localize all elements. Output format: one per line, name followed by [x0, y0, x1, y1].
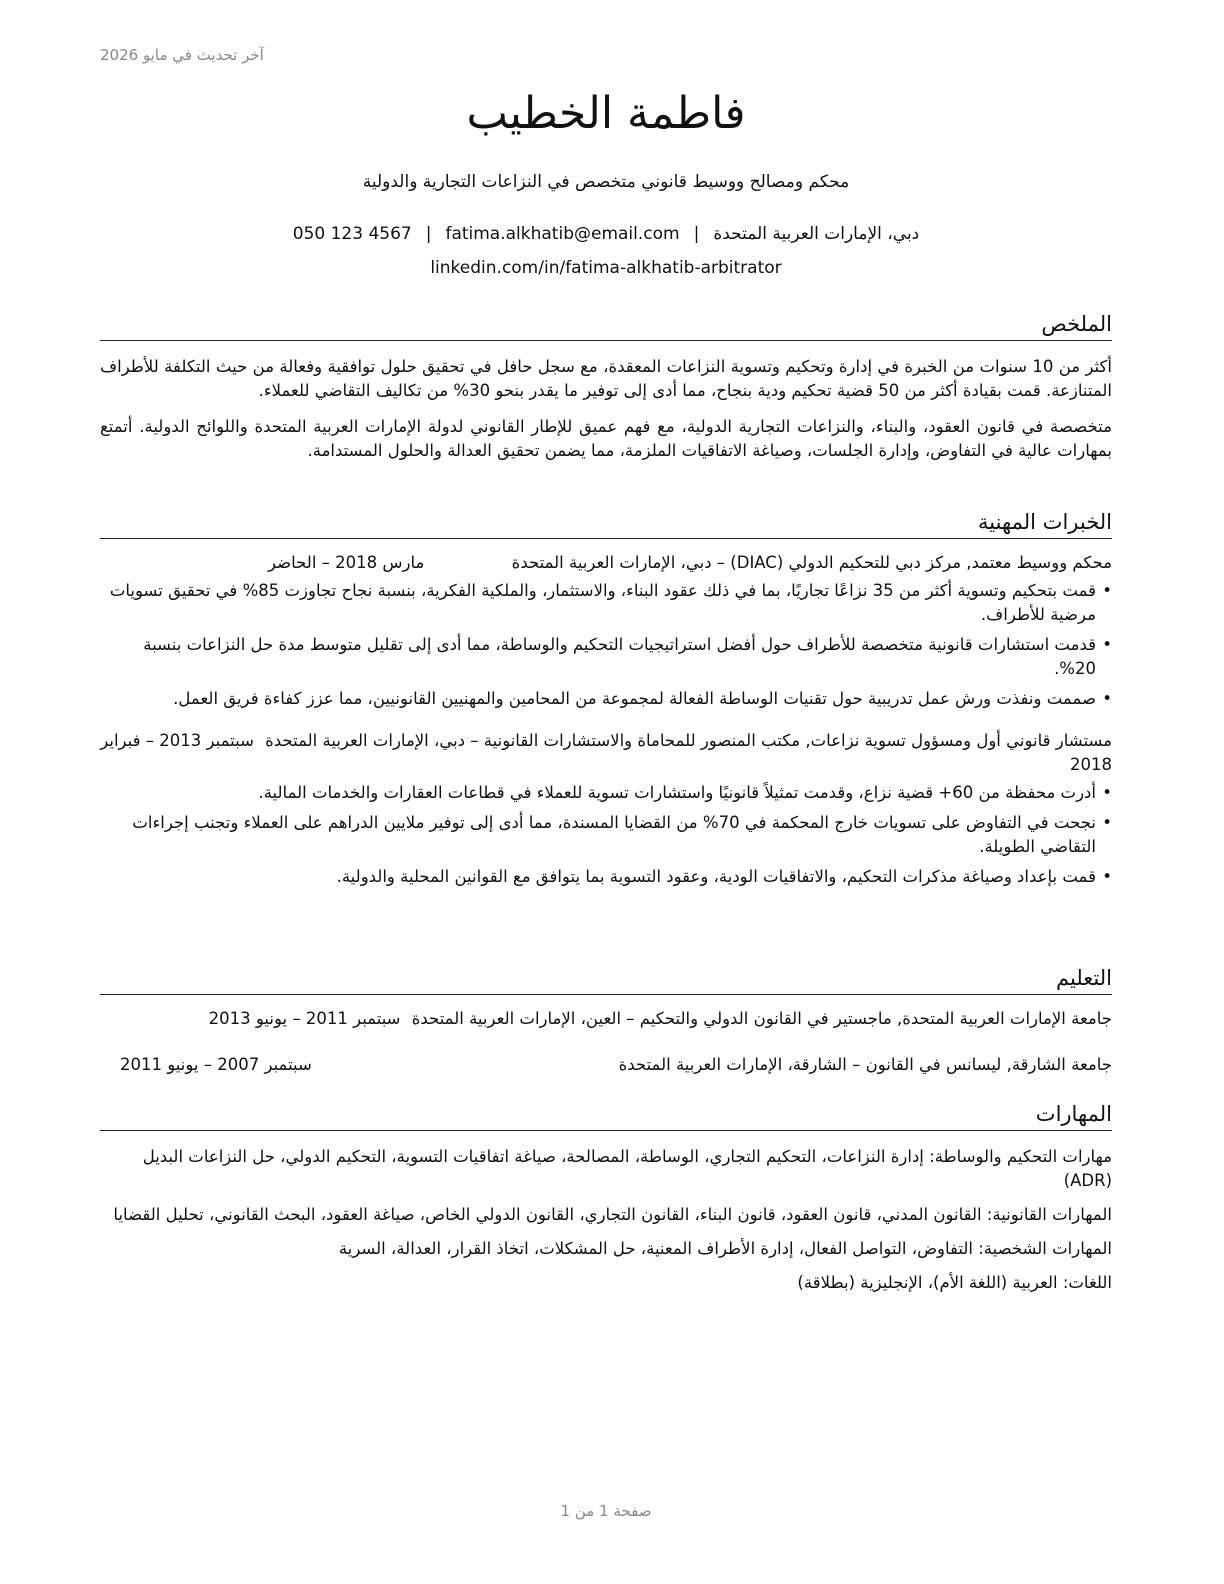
candidate-headline: محكم ومصالح ووسيط قانوني متخصص في النزاعات التجارية والدولية [362, 172, 850, 192]
job-bullets [100, 781, 1112, 889]
job-heading [100, 729, 1112, 777]
skill-line: اللغات: العربية (اللغة الأم)، الإنجليزية (بطلاقة) [797, 1273, 1112, 1292]
candidate-name: فاطمة الخطيب [466, 88, 746, 139]
summary-paragraph: أكثر من 10 سنوات من الخبرة في إدارة وتحكيم وتسوية النزاعات المعقدة، مع سجل حافل في تحقيق حلول توافقية وفعالة من حيث التكلفة للأطراف المتنازعة. قمت بقيادة أكثر من 50 قضية تحكيم ودية بنجاح، مما أدى إلى توفير ما يقدر بنحو 30% من تكاليف التقاضي للعملاء. [100, 357, 1112, 400]
skill-line: المهارات القانونية: القانون المدني، قانون العقود، قانون البناء، القانون التجاري، القانون الدولي الخاص، صياغة العقود، البحث القانوني، تحليل القضايا [113, 1205, 1112, 1224]
separator: | [693, 224, 700, 244]
job-heading [100, 551, 1112, 575]
email[interactable]: fatima.alkhatib@email.com [445, 224, 680, 244]
skill-line: المهارات الشخصية: التفاوض، التواصل الفعال، إدارة الأطراف المعنية، حل المشكلات، اتخاذ القرار، العدالة، السرية [338, 1239, 1112, 1258]
job-title: محكم ووسيط معتمد, مركز دبي للتحكيم الدولي (DIAC) – دبي، الإمارات العربية المتحدة [511, 553, 1112, 572]
education-item [100, 1007, 1112, 1031]
education-item [100, 1053, 1112, 1077]
education-section [100, 964, 1112, 1077]
degree: جامعة الشارقة, ليسانس في القانون – الشارقة، الإمارات العربية المتحدة [618, 1055, 1112, 1074]
list-item: • صممت ونفذت ورش عمل تدريبية حول تقنيات الوساطة الفعالة لمجموعة من المحامين والمهنيين القانونيين، مما عزز كفاءة فريق العمل. [100, 687, 1112, 711]
list-item: • قمت بإعداد وصياغة مذكرات التحكيم، والاتفاقيات الودية، وعقود التسوية بما يتوافق مع القوانين المحلية والدولية. [100, 865, 1112, 889]
list-item: • قمت بتحكيم وتسوية أكثر من 35 نزاعًا تجاريًا، بما في ذلك عقود البناء، والاستثمار، والملكية الفكرية، بنسبة نجاح تجاوزت 85% في تحقيق تسويات مرضية للأطراف. [100, 579, 1112, 627]
phone: 050 123 4567 [292, 224, 412, 244]
list-item: • قدمت استشارات قانونية متخصصة للأطراف حول أفضل استراتيجيات التحكيم والوساطة، مما أدى إلى تقليل متوسط مدة حل النزاعات بنسبة 20%. [100, 633, 1112, 681]
linkedin-link[interactable]: linkedin.com/in/fatima-alkhatib-arbitrator [430, 258, 782, 278]
section-title: الخبرات المهنية [100, 508, 1112, 539]
contact-line [100, 224, 1112, 244]
summary-section [100, 310, 1112, 463]
experience-section [100, 508, 1112, 895]
job-title: مستشار قانوني أول ومسؤول تسوية نزاعات, مكتب المنصور للمحاماة والاستشارات القانونية – دبي، الإمارات العربية المتحدة [265, 731, 1112, 750]
separator: | [425, 224, 432, 244]
education-dates: سبتمبر 2007 – يونيو 2011 [120, 1055, 312, 1074]
job-entry [100, 551, 1112, 711]
location: دبي، الإمارات العربية المتحدة [713, 224, 920, 244]
list-item: • أدرت محفظة من 60+ قضية نزاع، وقدمت تمثيلاً قانونيًا واستشارات تسوية للعملاء في قطاعات العقارات والخدمات المالية. [100, 781, 1112, 805]
summary-paragraph: متخصصة في قانون العقود، والبناء، والنزاعات التجارية الدولية، مع فهم عميق للإطار القانوني لدولة الإمارات العربية المتحدة واللوائح الدولية. أتمتع بمهارات عالية في التفاوض، وإدارة الجلسات، وصياغة الاتفاقيات الملزمة، مما يضمن تحقيق العدالة والحلول المستدامة. [100, 417, 1112, 460]
skill-line: مهارات التحكيم والوساطة: إدارة النزاعات، التحكيم التجاري، الوساطة، المصالحة، صياغة اتفاقيات التسوية، التحكيم الدولي، حل النزاعات البديل (ADR) [142, 1147, 1112, 1190]
degree: جامعة الإمارات العربية المتحدة, ماجستير في القانون الدولي والتحكيم – العين، الإمارات العربية المتحدة [411, 1009, 1112, 1028]
resume-page [100, 0, 1112, 1584]
education-dates: سبتمبر 2011 – يونيو 2013 [208, 1009, 401, 1028]
job-dates: سبتمبر 2013 – فبراير 2018 [100, 731, 1112, 774]
section-title: المهارات [100, 1100, 1112, 1131]
job-entry [100, 729, 1112, 889]
section-title: الملخص [100, 310, 1112, 341]
list-item: • نجحت في التفاوض على تسويات خارج المحكمة في 70% من القضايا المسندة، مما أدى إلى توفير ملايين الدراهم على العملاء وتجنب إجراءات التقاضي الطويلة. [100, 811, 1112, 859]
page-number: صفحة 1 من 1 [560, 1502, 652, 1520]
job-dates: مارس 2018 – الحاضر [268, 553, 425, 572]
skills-section [100, 1100, 1112, 1295]
section-title: التعليم [100, 964, 1112, 995]
last-updated: آخر تحديث في مايو 2026 [100, 46, 264, 64]
job-bullets [100, 579, 1112, 711]
